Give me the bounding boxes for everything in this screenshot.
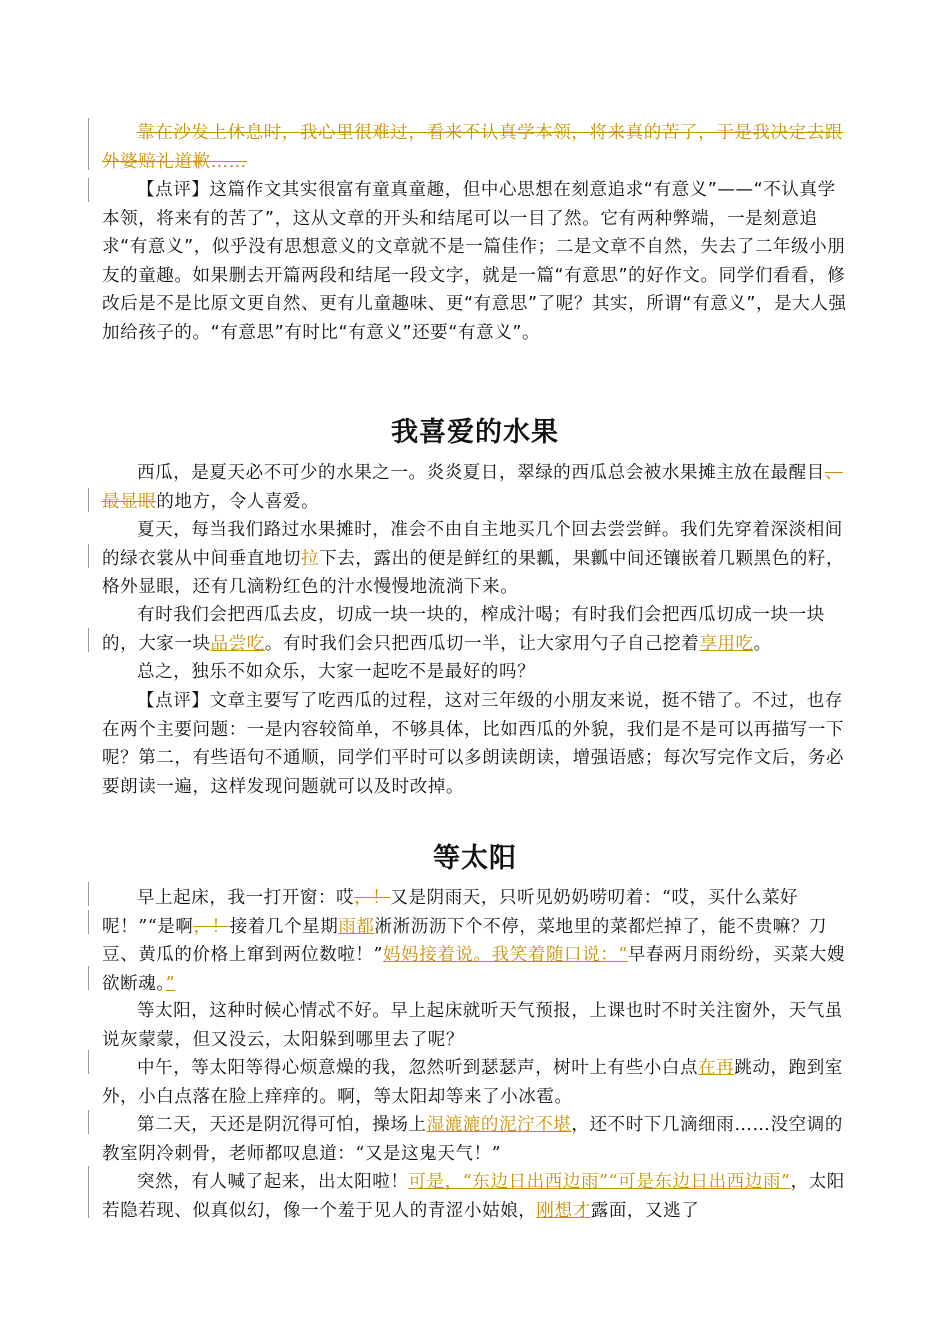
comment-paragraph: 【点评】这篇作文其实很富有童真童趣，但中心思想在刻意追求“有意义”——“不认真学本领，将来有的苦了”，这从文章的开头和结尾可以一目了然。它有两种弊端，一是刻意追求“有意义”，似乎没有思想意义的文章就不是一篇佳作；二是文章不自然，失去了二年级小朋友的童趣。如果删去开篇两段和结尾一段文字，就是一篇“有意思”的好作文。同学们看看，修改后是不是比原文更自然、更有儿童趣味、更“有意思”了呢？其实，所谓“有意义”，是大人强加给孩子的。“有意思”有时比“有意义”还要“有意义”。 [102,180,847,343]
essay3-paragraph-1 [102,884,848,998]
inserted-text: 妈妈接着说。我笑着随口说：“ [383,945,628,965]
paragraph-text: 有时我们会把西瓜去皮，切成一块一块的，榨成汁喝；有时我们会把西瓜切成一块一块的，大家一块 [102,605,825,654]
edited-text: 雨都 [338,916,375,937]
revision-bar [88,1050,89,1074]
edited-text: 刚想才 [536,1200,591,1221]
paragraph-text: 第二天，天还是阴沉得可怕，操场上 [137,1115,427,1135]
deleted-text: 、最显眼 [102,463,843,512]
deleted-text: ，！ [354,888,391,908]
paragraph-text: 淅淅沥沥下个不停，菜地里的菜都烂掉了，能不贵嘛？刀豆、黄瓜的价格上窜到两位数啦！” [102,916,828,965]
paragraph-text: 。 [753,633,772,654]
deleted-text: 靠在沙发上休息时，我心里很难过，看来不认真学本领，将来真的苦了，于是我决定去跟外婆赔礼道歉…… [102,123,843,172]
essay3-paragraph-4 [102,1111,848,1168]
edited-text: 拉 [301,548,320,569]
paragraph-text: 的地方，令人喜爱。 [156,491,320,512]
paragraph-text: 突然，有人喊了起来，出太阳啦！ [137,1172,409,1192]
paragraph-text: 。有时我们会只把西瓜切一半，让大家用勺子自己挖着 [264,633,700,654]
revision-bar [88,544,89,568]
paragraph-text: ，还不时下几滴细雨……没空调的教室阴冷刺骨，老师都叹息道：“又是这鬼天气！” [102,1115,843,1164]
inserted-text: ” [165,973,176,994]
inserted-text: 品尝吃 [210,633,265,654]
paragraph-text: ，太阳若隐若现、似真似幻，像一个羞于见人的青涩小姑娘， [102,1172,845,1221]
comment-paragraph: 【点评】文章主要写了吃西瓜的过程，这对三年级的小朋友来说，挺不错了。不过，也存在两个主要问题：一是内容较简单，不够具体，比如西瓜的外貌，我们是不是可以再描写一下呢？第二，有些语句不通顺，同学们平时可以多朗读朗读，增强语感；每次写完作文后，务必要朗读一遍，这样发现问题就可以及时改掉。 [102,691,845,797]
paragraph-text: 早上起床，我一打开窗：哎 [137,888,355,908]
revision-bar [88,178,89,202]
paragraph-text: 下去，露出的便是鲜红的果瓤，果瓤中间还镶嵌着几颗黑色的籽，格外显眼，还有几滴粉红色的汁水慢慢地流淌下来。 [102,548,845,597]
essay3-paragraph-3 [102,1054,848,1111]
paragraph-text: 夏天，每当我们路过水果摊时，准会不由自主地买几个回去尝尝鲜。我们先穿着深淡相间的绿衣裳从中间垂直地切 [102,520,843,569]
essay-title: 等太阳 [433,843,517,874]
essay-title: 我喜爱的水果 [391,417,559,448]
revision-bar [88,1166,89,1218]
paragraph-text: 接着几个星期 [229,916,339,937]
paragraph-text: 又是阴雨天，只听见奶奶唠叨着：“哎，买什么菜好呢！”“是啊 [102,888,799,937]
edited-text: 湿漉漉的泥泞不堪 [426,1115,572,1135]
edited-text: 可是，“东边日出西边雨”“可是东边日出西边雨” [408,1172,791,1192]
paragraph-text: 早春两月雨纷纷，买菜大嫂欲断魂。 [102,945,846,994]
deleted-text: ，！ [193,916,230,937]
revision-bar [88,1110,89,1134]
edited-text: 在再 [698,1058,735,1078]
essay2-paragraph-2 [102,516,848,602]
paragraph-text: 露面，又逃了 [590,1200,700,1221]
essay3-paragraph-5 [102,1168,848,1225]
revision-bar [88,628,89,652]
revision-bar [88,910,89,934]
essay1-deleted-paragraph [102,119,848,176]
essay2-paragraph-1 [102,459,848,516]
revision-bar [88,488,89,512]
essay2-paragraph-3 [102,601,848,658]
paragraph-text: 西瓜，是夏天必不可少的水果之一。炎炎夏日，翠绿的西瓜总会被水果摊主放在最醒目 [137,463,825,483]
revision-bar [88,118,89,170]
essay2-paragraph-4: 总之，独乐不如众乐，大家一起吃不是最好的吗？ [137,662,536,682]
essay3-paragraph-2: 等太阳，这种时候心情忒不好。早上起床就听天气预报，上课也时不时关注窗外，天气虽说灰蒙蒙，但又没云，太阳躲到哪里去了呢？ [102,1001,843,1050]
paragraph-text: 跳动，跑到室外，小白点落在脸上痒痒的。啊，等太阳却等来了小冰雹。 [102,1058,843,1107]
revision-bar [88,882,89,906]
inserted-text: 享用吃 [699,633,754,654]
revision-bar [88,966,89,990]
paragraph-text: 中午，等太阳等得心烦意燥的我，忽然听到瑟瑟声，树叶上有些小白点 [137,1058,699,1078]
